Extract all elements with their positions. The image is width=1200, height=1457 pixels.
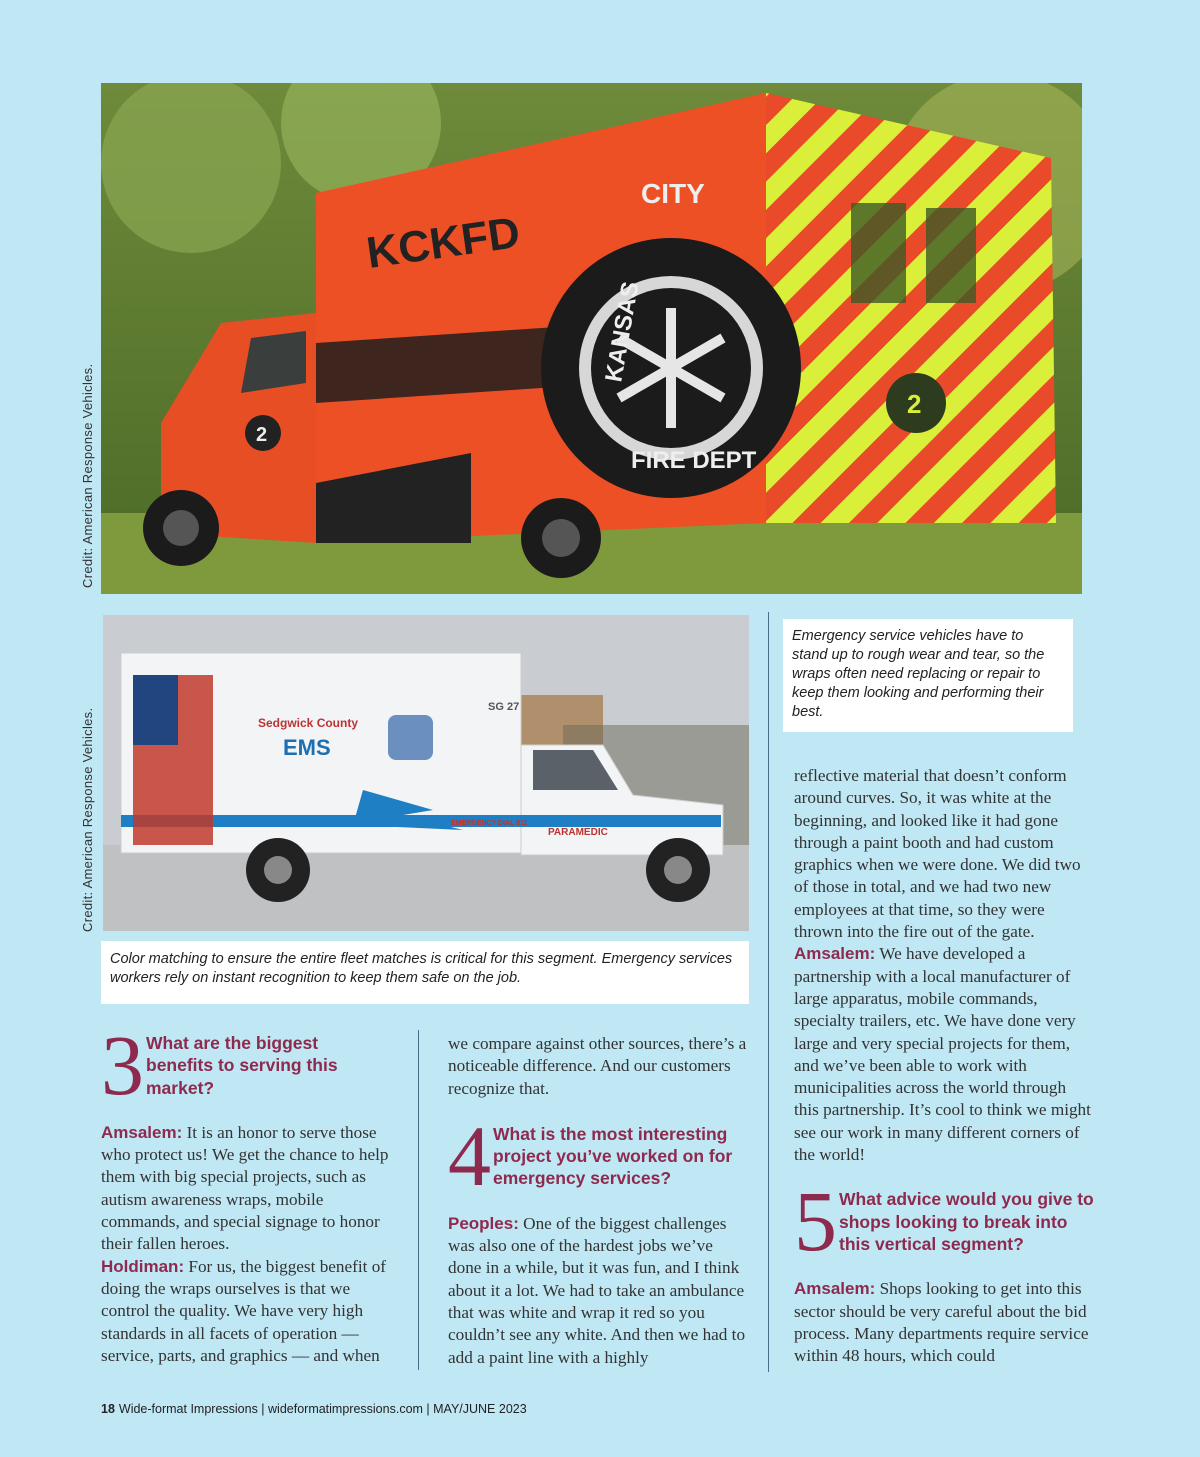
q5-answer-1-text: Shops looking to get into this sector should be very careful about the bid process. Many departments require service within 48 hours, which could <box>794 1279 1089 1366</box>
q4-answer-1-text: One of the biggest challenges was also one of the hardest jobs we’ve done in a while, but it was fun, and I think about it a lot. We had to take an ambulance that was white and wrap it red so you couldn’t see any white. And then we had to add a paint line with a highly <box>448 1213 746 1367</box>
right-caption-text: Emergency service vehicles have to stand up to rough wear and tear, so the wraps often need replacing or repair to keep them looking and performing their best. <box>792 628 1045 720</box>
white-ambulance-illustration <box>103 615 749 931</box>
unit-code-text: SG 27 <box>488 701 520 713</box>
speaker-amsalem: Amsalem: <box>101 1122 183 1142</box>
middle-caption-text: Color matching to ensure the entire fleet matches is critical for this segment. Emergency services workers rely on instant recognition to keep them safe on the job. <box>110 951 733 986</box>
right-caption <box>783 619 1073 732</box>
column-rule-1 <box>418 1030 419 1370</box>
seal-firedept-text: FIRE DEPT <box>631 447 757 474</box>
column-rule-2 <box>768 612 769 1372</box>
q3-answer-1-text: It is an honor to serve those who protect us! We get the chance to help them with big special projects, such as autism awareness wraps, mobile commands, and special signage to honor their fallen heroes. <box>101 1122 389 1254</box>
q4-answer-1 <box>448 1213 750 1369</box>
question-3 <box>101 1017 401 1113</box>
rear-unit-number: 2 <box>907 389 922 419</box>
q5-answer-1 <box>794 1278 1094 1367</box>
middle-photo-credit: Credit: American Response Vehicles. <box>80 707 95 932</box>
middle-photo-ambulance-white <box>103 615 749 931</box>
question-5 <box>794 1173 1094 1270</box>
question-3-number: 3 <box>101 1017 144 1113</box>
article-column-1 <box>101 1017 401 1367</box>
speaker-amsalem-2: Amsalem: <box>794 944 876 964</box>
column-2-continuation: we compare against other sources, there’s a noticeable difference. And our customers recognize that. <box>448 1034 747 1098</box>
kckfd-text: KCKFD <box>363 207 523 278</box>
page-number: 18 <box>101 1402 115 1416</box>
speaker-peoples: Peoples: <box>448 1213 519 1233</box>
seal-kansas-text: KANSAS <box>600 279 645 385</box>
col3-answer-2 <box>794 943 1094 1166</box>
sedgwick-county-text: Sedgwick County <box>258 716 359 730</box>
q3-answer-2 <box>101 1256 401 1367</box>
seal-city-text: CITY <box>641 178 705 209</box>
page-footer <box>101 1402 527 1416</box>
top-photo-credit: Credit: American Response Vehicles. <box>80 363 95 588</box>
emergency-dial-text: EMERGENCY DIAL 911 <box>451 820 528 827</box>
question-4-number: 4 <box>448 1107 491 1204</box>
col3-answer-2-text: We have developed a partnership with a local manufacturer of large apparatus, mobile commands, specialty trailers, etc. We have done very large and very special projects for them, and we’ve been able to work with municipalities across the world through this partnership. It’s cool to think we might see our work in many different corners of the world! <box>794 944 1091 1165</box>
article-column-2 <box>448 1033 750 1369</box>
speaker-holdiman: Holdiman: <box>101 1256 185 1276</box>
article-column-3 <box>794 765 1094 1367</box>
footer-text: Wide-format Impressions | wideformatimpressions.com | MAY/JUNE 2023 <box>118 1402 527 1416</box>
question-5-number: 5 <box>794 1173 837 1270</box>
cab-unit-number: 2 <box>256 424 268 446</box>
paramedic-text: PARAMEDIC <box>548 827 608 838</box>
question-4 <box>448 1107 750 1204</box>
middle-caption <box>101 941 749 1004</box>
top-photo-ambulance-red <box>101 83 1082 594</box>
question-3-text: What are the biggest benefits to serving this market? <box>146 1033 338 1098</box>
red-ambulance-illustration <box>101 83 1082 594</box>
speaker-amsalem-3: Amsalem: <box>794 1279 876 1299</box>
question-5-text: What advice would you give to shops looking to break into this vertical segment? <box>839 1189 1094 1254</box>
question-4-text: What is the most interesting project you’ve worked on for emergency services? <box>493 1123 733 1189</box>
ems-text: EMS <box>283 735 331 760</box>
q3-answer-1 <box>101 1122 401 1256</box>
column-3-continuation: reflective material that doesn’t conform around curves. So, it was white at the beginning, and looked like it had gone through a paint booth and had custom graphics when we were done. We did two of those in total, and we had two new employees at that time, so they were thrown into the fire out of the gate. <box>794 766 1081 942</box>
q3-answer-2-text: For us, the biggest benefit of doing the wraps ourselves is that we control the quality. We have very high standards in all facets of operation — service, parts, and graphics — and when <box>101 1256 387 1365</box>
